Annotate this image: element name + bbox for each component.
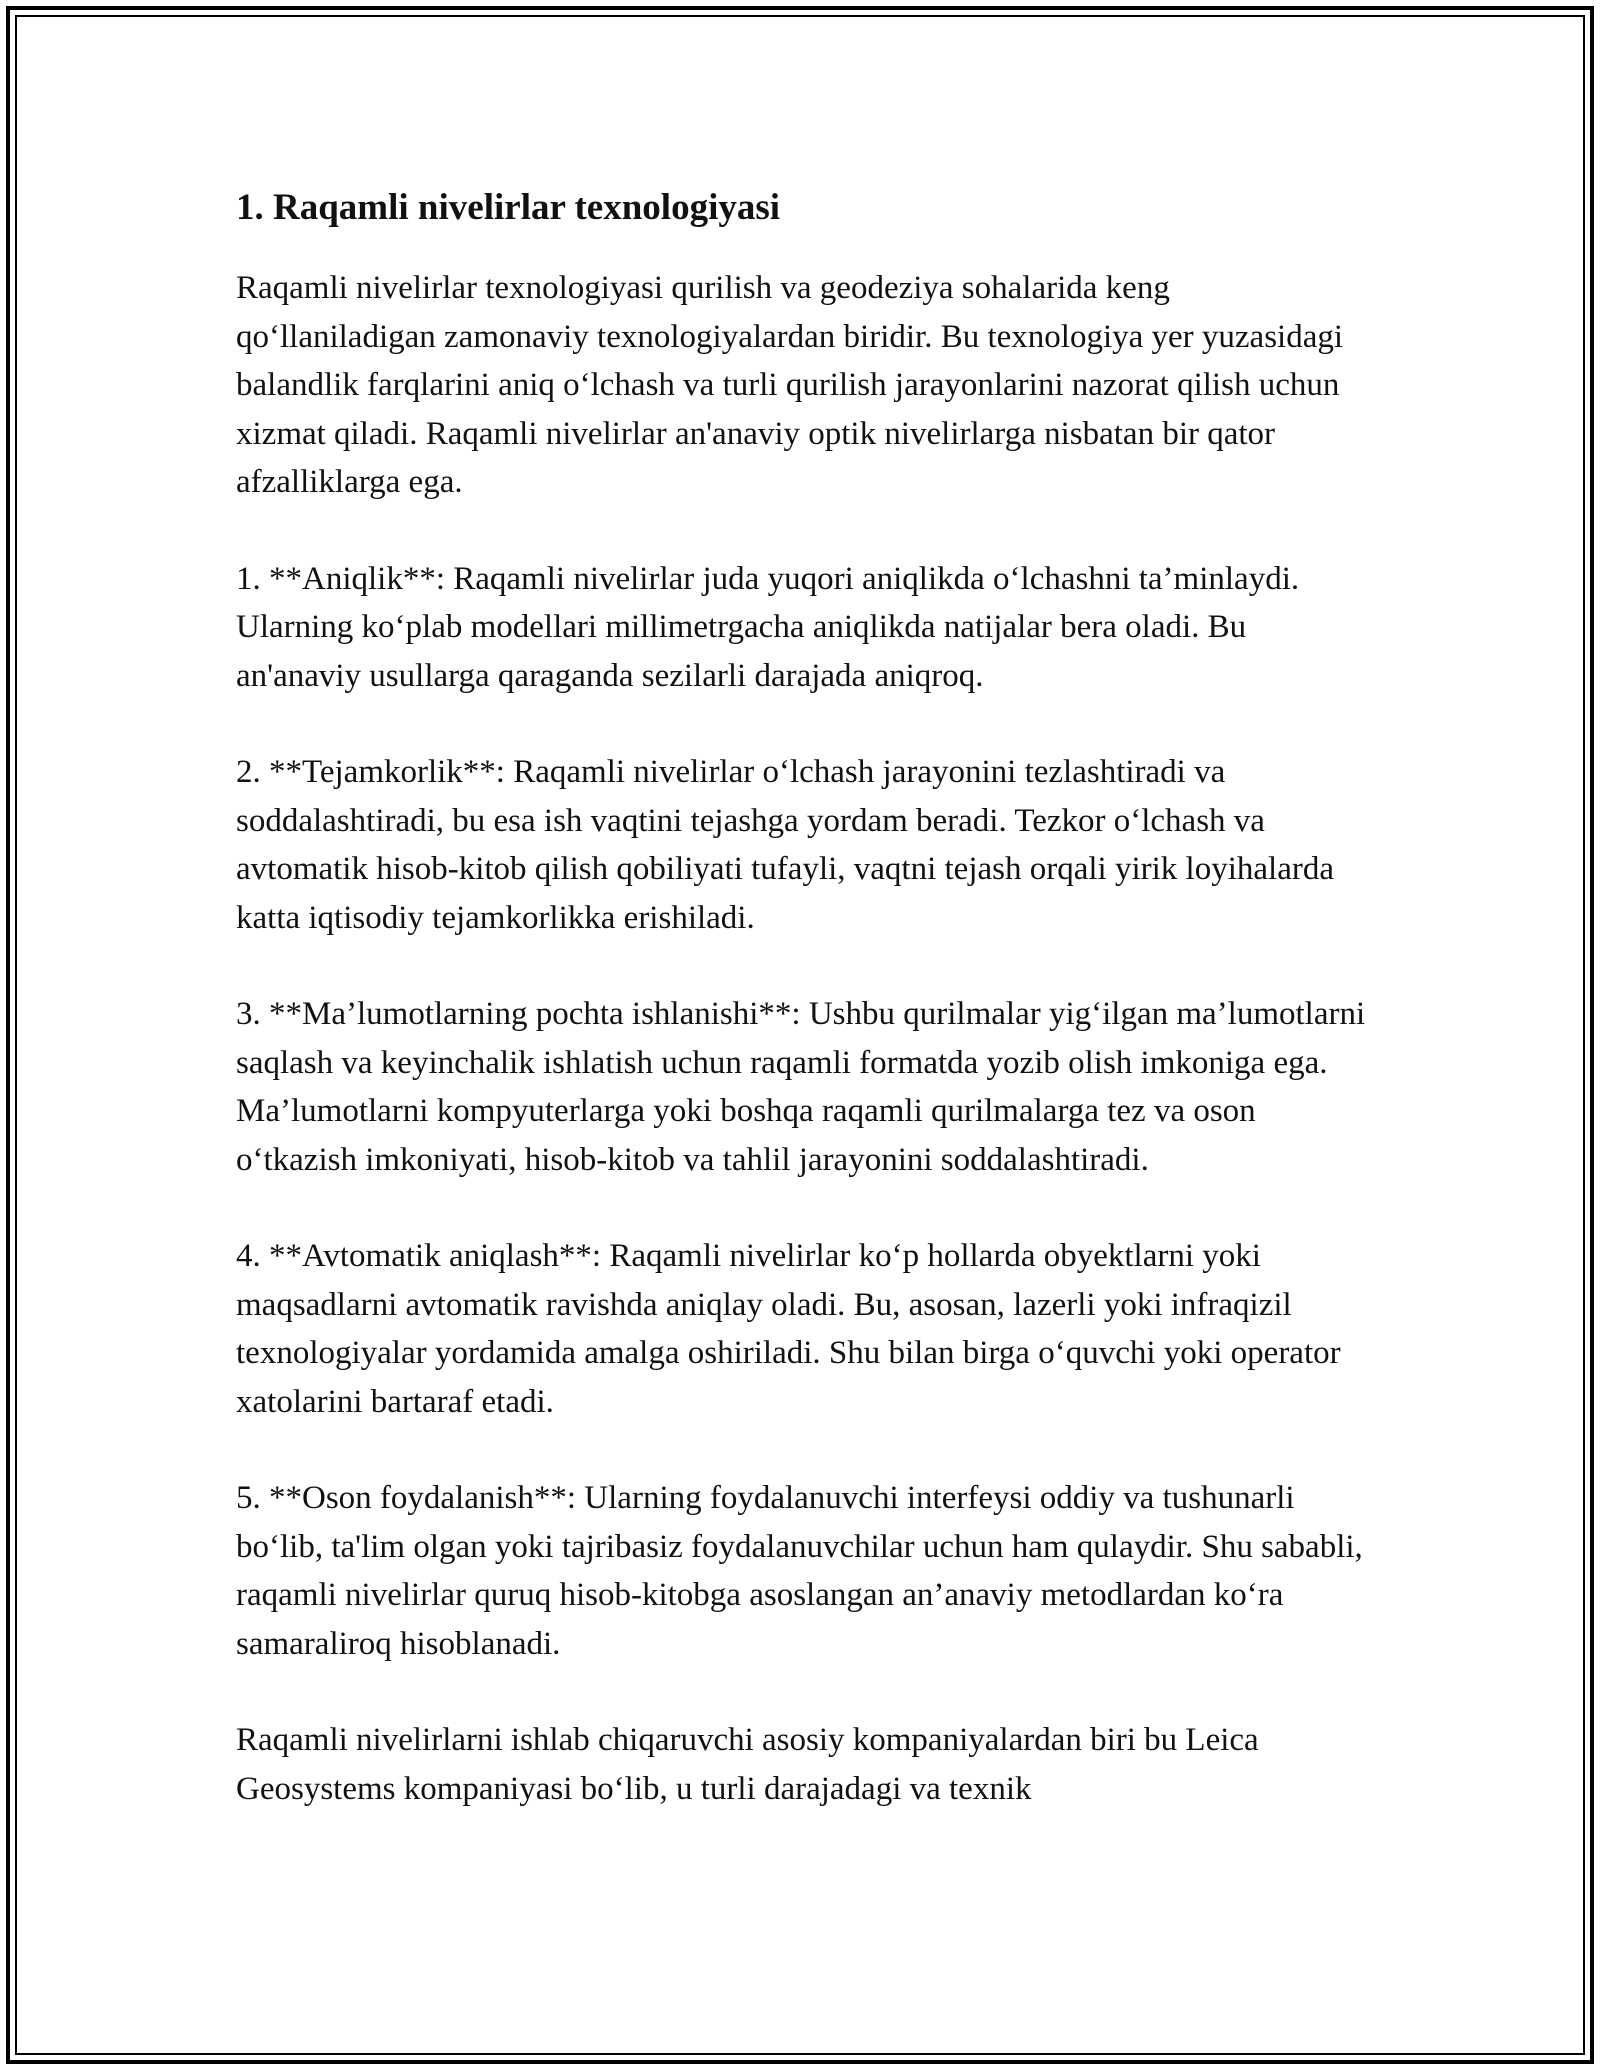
point-ease-of-use-paragraph: 5. **Oson foydalanish**: Ularning foydalanuvchi interfeysi oddiy va tushunarli bo‘lib, ta'lim olgan yoki tajribasiz foydalanuvchilar uchun ham qulaydir. Shu sababli, raqamli nivelirlar quruq hisob-kitobga asoslangan an’anaviy metodlardan ko‘ra samaraliroq hisoblanadi. bbox=[236, 1480, 1363, 1662]
section-heading: 1. Raqamli nivelirlar texnologiyasi bbox=[236, 187, 781, 228]
closing-paragraph: Raqamli nivelirlarni ishlab chiqaruvchi asosiy kompaniyalardan biri bu Leica Geosystems kompaniyasi bo‘lib, u turli darajadagi va texnik bbox=[236, 1722, 1259, 1807]
point-accuracy-paragraph: 1. **Aniqlik**: Raqamli nivelirlar juda yuqori aniqlikda o‘lchashni ta’minlaydi. Ularning ko‘plab modellari millimetrgacha aniqlikda natijalar bera oladi. Bu an'anaviy usullarga qaraganda sezilarli darajada aniqroq. bbox=[236, 560, 1300, 694]
document-body bbox=[236, 182, 1366, 1861]
intro-paragraph: Raqamli nivelirlar texnologiyasi qurilish va geodeziya sohalarida keng qo‘llaniladigan zamonaviy texnologiyalardan biridir. Bu texnologiya yer yuzasidagi balandlik farqlarini aniq o‘lchash va turli qurilish jarayonlarini nazorat qilish uchun xizmat qiladi. Raqamli nivelirlar an'anaviy optik nivelirlarga nisbatan bir qator afzalliklarga ega. bbox=[236, 270, 1344, 500]
point-efficiency-paragraph: 2. **Tejamkorlik**: Raqamli nivelirlar o‘lchash jarayonini tezlashtiradi va soddalashtiradi, bu esa ish vaqtini tejashga yordam beradi. Tezkor o‘lchash va avtomatik hisob-kitob qilish qobiliyati tufayli, vaqtni tejash orqali yirik loyihalarda katta iqtisodiy tejamkorlikka erishiladi. bbox=[236, 754, 1334, 936]
point-data-processing-paragraph: 3. **Ma’lumotlarning pochta ishlanishi**: Ushbu qurilmalar yig‘ilgan ma’lumotlarni saqlash va keyinchalik ishlatish uchun raqamli formatda yozib olish imkoniga ega. Ma’lumotlarni kompyuterlarga yoki boshqa raqamli qurilmalarga tez va oson o‘tkazish imkoniyati, hisob-kitob va tahlil jarayonini soddalashtiradi. bbox=[236, 996, 1366, 1178]
point-auto-detection-paragraph: 4. **Avtomatik aniqlash**: Raqamli nivelirlar ko‘p hollarda obyektlarni yoki maqsadlarni avtomatik ravishda aniqlay oladi. Bu, asosan, lazerli yoki infraqizil texnologiyalar yordamida amalga oshiriladi. Shu bilan birga o‘quvchi yoki operator xatolarini bartaraf etadi. bbox=[236, 1238, 1341, 1420]
